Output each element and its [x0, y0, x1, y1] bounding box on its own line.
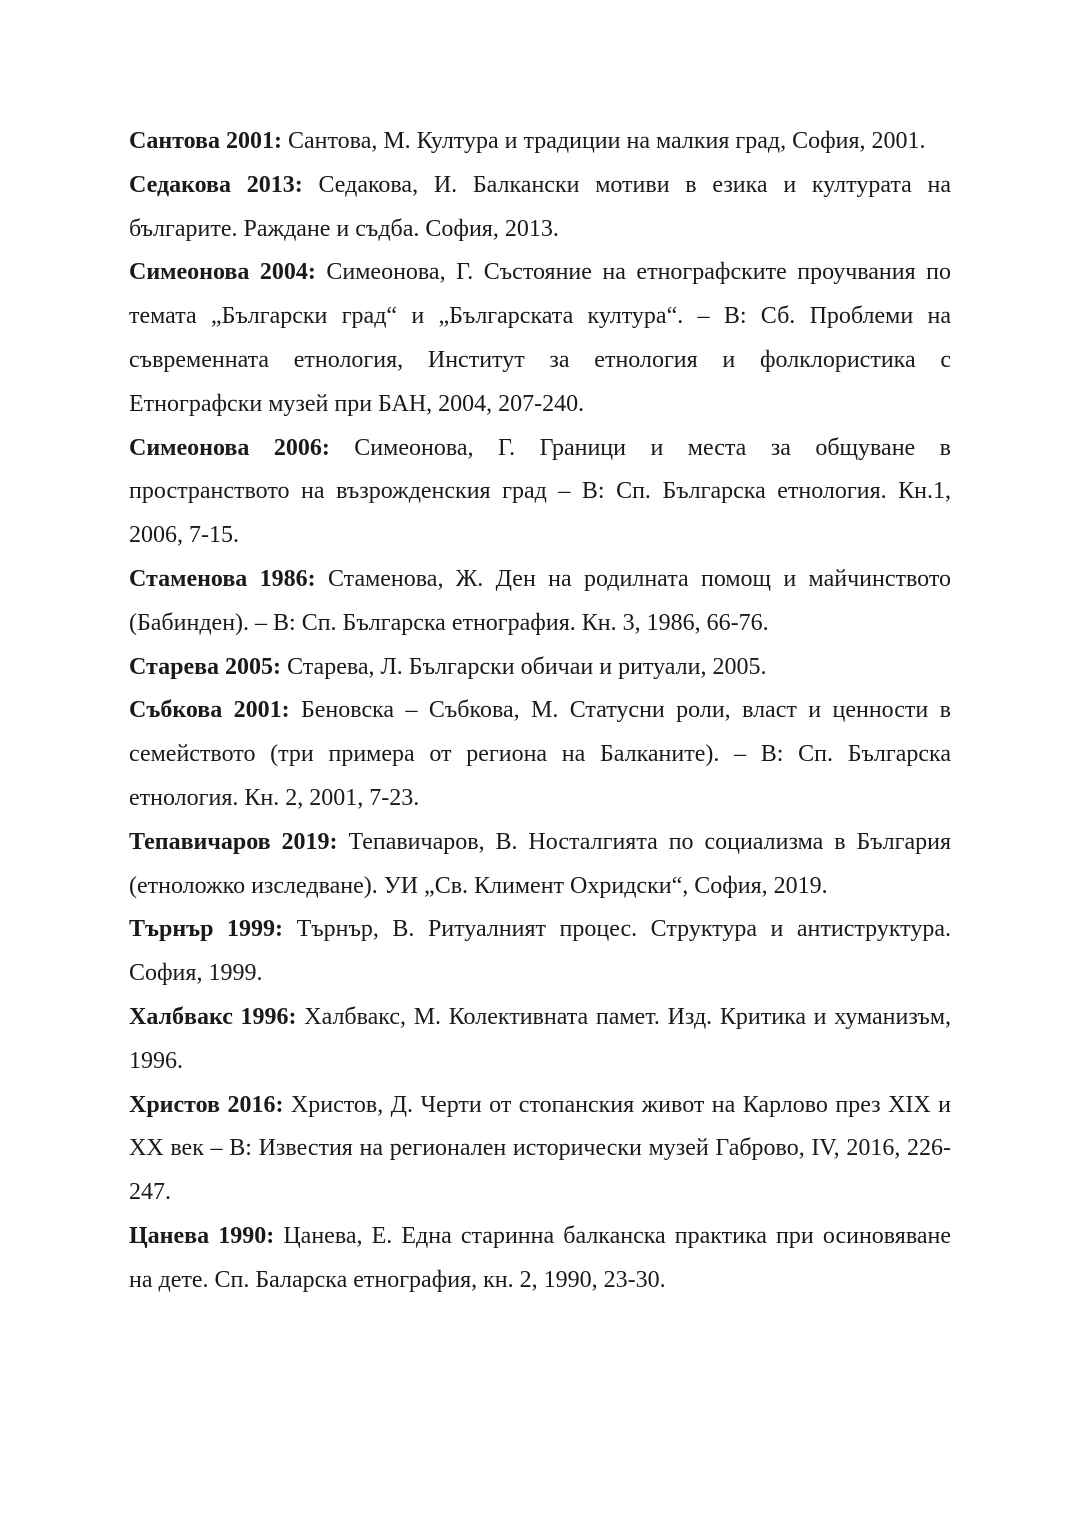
entry-key: Седакова 2013: [129, 171, 303, 198]
entry-text: Сантова, М. Култура и традиции на малкия град, София, 2001. [288, 128, 926, 154]
bibliography-entry [129, 996, 951, 1084]
entry-text: Халбвакс, М. Колективната памет. Изд. Критика и хуманизъм, 1996. [129, 1003, 952, 1074]
entry-key: Старева 2005: [129, 653, 282, 680]
entry-key: Симеонова 2004: [129, 259, 316, 286]
entry-text: Търнър, В. Ритуалният процес. Структура и антиструктура. София, 1999. [129, 916, 951, 987]
entry-key: Стаменова 1986: [129, 565, 316, 592]
bibliography-entry [129, 689, 951, 820]
entry-key: Събкова 2001: [129, 697, 290, 724]
entry-text: Христов, Д. Черти от стопанския живот на Карлово през XIX и XX век – В: Известия на регионален исторически музей Габрово, IV, 2016, 226-247. [129, 1091, 952, 1206]
entry-text: Бенoвска – Събкова, М. Статусни роли, власт и ценности в семейството (три примера от региона на Балканите). – В: Сп. Българска етнология. Кн. 2, 2001, 7-23. [129, 697, 951, 811]
bibliography-entry [129, 251, 951, 426]
bibliography-entry [129, 120, 951, 164]
bibliography-entry [129, 1215, 951, 1303]
entry-key: Тепавичаров 2019: [129, 828, 338, 855]
entry-text: Цанева, Е. Една старинна балканска практика при осиновяване на дете. Сп. Баларска етнография, кн. 2, 1990, 23-30. [129, 1222, 952, 1293]
bibliography-entry [129, 427, 951, 558]
bibliography-entry [129, 164, 951, 252]
bibliography-entry [129, 1084, 951, 1215]
bibliography-entry [129, 558, 951, 646]
entry-key: Сантова 2001: [129, 128, 282, 154]
bibliography-entry [129, 821, 951, 909]
bibliography-entry [129, 646, 951, 690]
bibliography-page [129, 120, 951, 1303]
entry-text: Симеонова, Г. Състояние на етнографските проучвания по темата „Български град“ и „Българската култура“. – В: Сб. Проблеми на съвременната етнология, Институт за етнология и фолклористика с Етнографски музей при БАН, 2004, 207-240. [129, 259, 952, 417]
entry-text: Стаменова, Ж. Ден на родилната помощ и майчинството (Бабинден). – В: Сп. Българска етнография. Кн. 3, 1986, 66-76. [129, 565, 951, 636]
entry-key: Христов 2016: [129, 1091, 284, 1118]
entry-text: Симеонова, Г. Граници и места за общуване в пространството на възрожденския град – В: Сп. Българска етнология. Кн.1, 2006, 7-15. [129, 434, 951, 549]
entry-key: Търнър 1999: [129, 916, 284, 943]
entry-text: Тепавичаров, В. Носталгията по социализма в България (етноложко изследване). УИ „Св. Климент Охридски“, София, 2019. [129, 828, 952, 899]
entry-key: Халбвакс 1996: [129, 1003, 297, 1030]
bibliography-entry [129, 908, 951, 996]
entry-key: Симеонова 2006: [129, 434, 330, 461]
entry-text: Седакова, И. Балкански мотиви в езика и културата на българите. Раждане и съдба. София, 2013. [129, 171, 952, 242]
entry-key: Цанева 1990: [129, 1222, 275, 1249]
entry-text: Старева, Л. Български обичаи и ритуали, 2005. [287, 653, 767, 680]
